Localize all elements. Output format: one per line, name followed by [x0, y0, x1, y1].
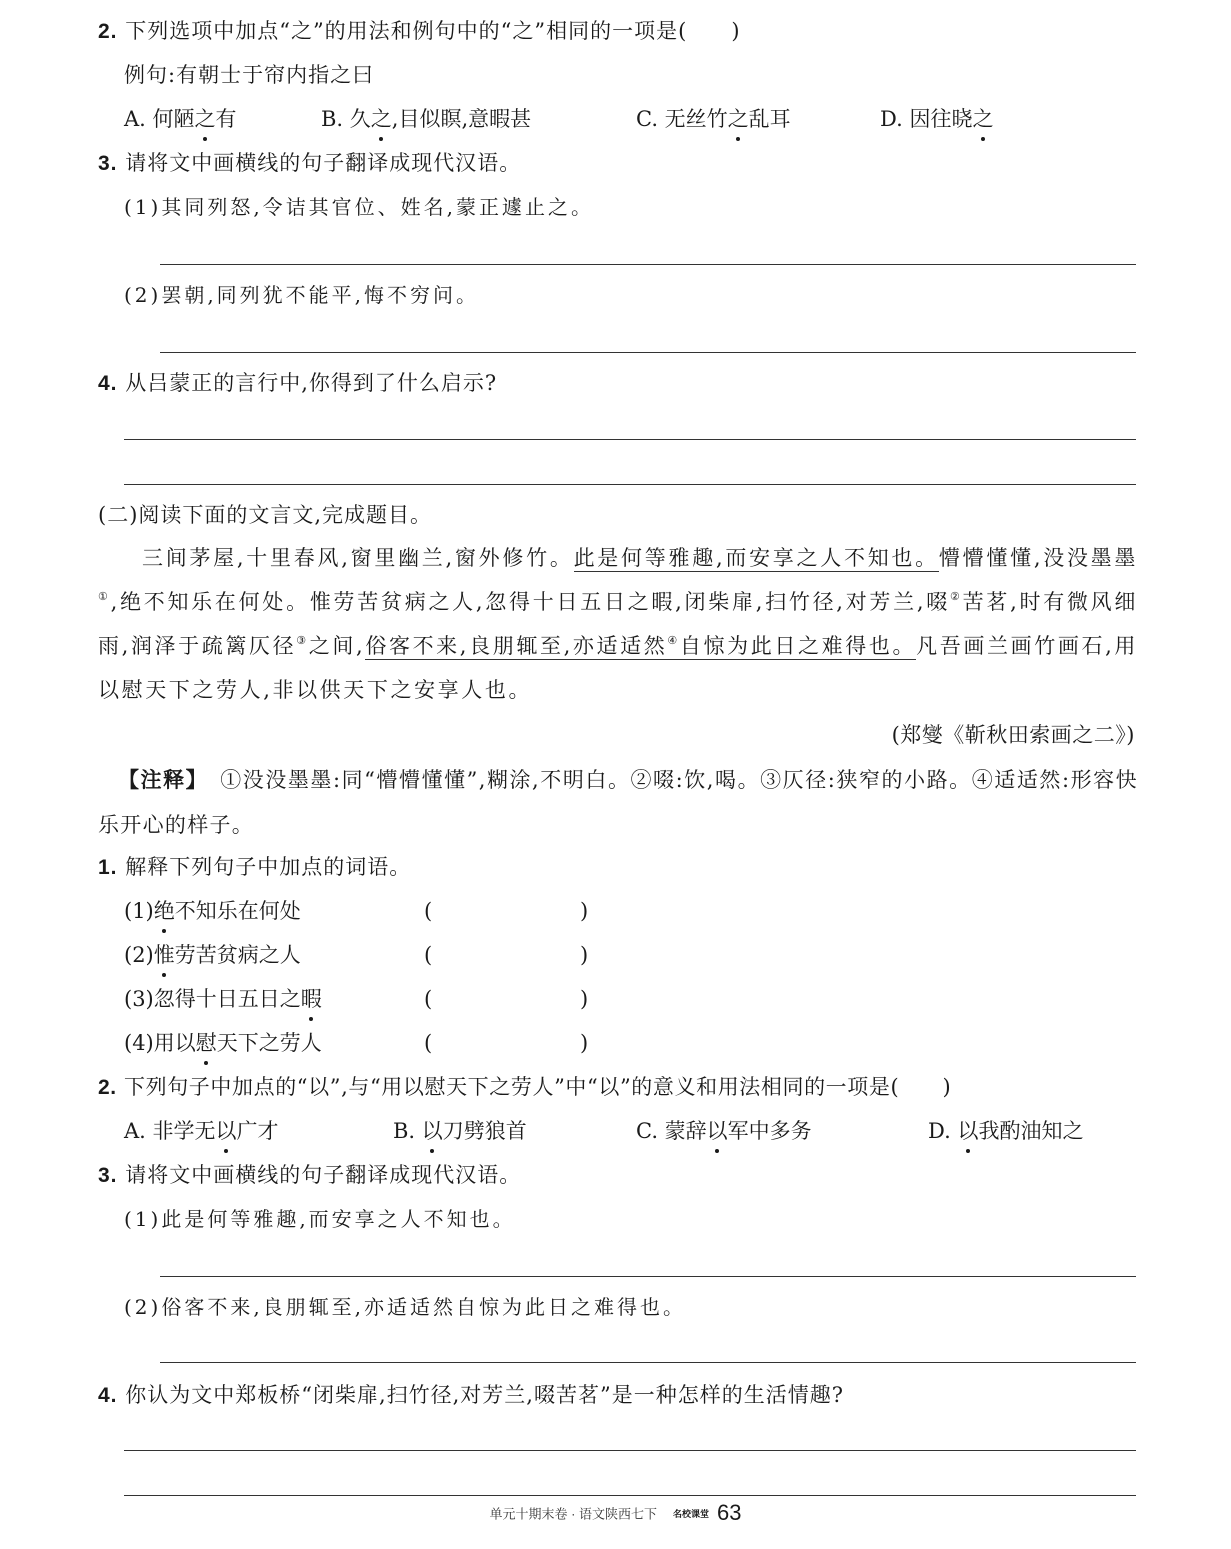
- s1-q3-stem: 3. 请将文中画横线的句子翻译成现代汉语。: [98, 151, 522, 175]
- underlined-sentence-1: 此是何等雅趣,而安享之人不知也。: [573, 546, 939, 570]
- answer-paren-close: ): [580, 987, 589, 1011]
- answer-line[interactable]: [160, 264, 1136, 265]
- emphasis-dot: 惟: [154, 940, 175, 970]
- s2-q1-item-3: (3)忽得十日五日之暇: [124, 984, 322, 1014]
- emphasis-dot: 以: [422, 1116, 443, 1146]
- answer-line[interactable]: [160, 1362, 1136, 1363]
- answer-line[interactable]: [160, 352, 1136, 353]
- s2-q1-item-4: (4)用以慰天下之劳人: [124, 1028, 322, 1058]
- answer-paren-close: ): [580, 943, 589, 967]
- s2-q1-item-1: (1)绝不知乐在何处: [124, 896, 301, 926]
- emphasis-dot: 之: [371, 104, 392, 134]
- s2-heading: (二)阅读下面的文言文,完成题目。: [98, 503, 433, 527]
- s1-q2-option-c: C. 无丝竹之乱耳: [636, 104, 791, 134]
- s1-q2-stem: 2. 下列选项中加点“之”的用法和例句中的“之”相同的一项是( ): [98, 19, 741, 43]
- s2-q2-stem: 2. 下列句子中加点的“以”,与“用以慰天下之劳人”中“以”的意义和用法相同的一项是( ): [98, 1075, 952, 1099]
- s2-q1-stem: 1. 解释下列句子中加点的词语。: [98, 855, 412, 879]
- s2-passage: 三间茅屋,十里春风,窗里幽兰,窗外修竹。此是何等雅趣,而安享之人不知也。懵懵懂懂,没没墨墨①,绝不知乐在何处。惟劳苦贫病之人,忽得十日五日之暇,闭柴扉,扫竹径,对芳兰,啜②苦茗,时有微风细雨,润泽于疏篱仄径③之间,俗客不来,良朋辄至,亦适适然④自惊为此日之难得也。凡吾画兰画竹画石,用以慰天下之劳人,非以供天下之安享人也。: [98, 546, 1139, 702]
- s2-q3-stem: 3. 请将文中画横线的句子翻译成现代汉语。: [98, 1163, 522, 1187]
- s2-q4-stem: 4. 你认为文中郑板桥“闭柴扉,扫竹径,对芳兰,啜苦茗”是一种怎样的生活情趣?: [98, 1383, 844, 1407]
- answer-line[interactable]: [124, 1450, 1136, 1451]
- s1-q3-sentence-2: (2)罢朝,同列犹不能平,悔不穷问。: [124, 283, 480, 307]
- s2-q2-option-c: C. 蒙辞以军中多务: [636, 1116, 812, 1146]
- emphasis-dot: 之: [728, 104, 749, 134]
- s1-q4-stem: 4. 从吕蒙正的言行中,你得到了什么启示?: [98, 371, 498, 395]
- emphasis-dot: 暇: [301, 984, 322, 1014]
- emphasis-dot: 以: [216, 1116, 237, 1146]
- answer-paren-close: ): [580, 899, 589, 923]
- notes-label: 【注释】: [118, 769, 209, 792]
- answer-line[interactable]: [124, 1495, 1136, 1496]
- answer-paren-open[interactable]: (: [424, 899, 433, 923]
- page-footer: [0, 1500, 1231, 1526]
- s2-q1-item-2: (2)惟劳苦贫病之人: [124, 940, 301, 970]
- page-number: 63: [717, 1500, 742, 1525]
- s1-q2-example: 例句:有朝士于帘内指之曰: [124, 63, 375, 87]
- s2-q2-option-b: B. 以刀劈狼首: [393, 1116, 527, 1146]
- s1-q2-option-b: B. 久之,目似瞑,意暇甚: [321, 104, 531, 134]
- footer-title: 单元十期末卷 · 语文陕西七下: [489, 1506, 658, 1522]
- passage-source: (郑燮《靳秋田索画之二》): [891, 723, 1135, 747]
- answer-paren-open[interactable]: (: [424, 943, 433, 967]
- s2-q2-option-d: D. 以我酌油知之: [928, 1116, 1083, 1146]
- answer-line[interactable]: [124, 439, 1136, 440]
- emphasis-dot: 绝: [154, 896, 175, 926]
- emphasis-dot: 以: [707, 1116, 728, 1146]
- answer-paren-open[interactable]: (: [424, 1031, 433, 1055]
- answer-line[interactable]: [124, 484, 1136, 485]
- emphasis-dot: 慰: [196, 1028, 217, 1058]
- answer-paren-open[interactable]: (: [424, 987, 433, 1011]
- answer-line[interactable]: [160, 1276, 1136, 1277]
- brand-logo: 名校课堂: [673, 1508, 710, 1519]
- s1-q2-option-a: A. 何陋之有: [124, 104, 237, 134]
- s1-q2-option-d: D. 因往晓之: [880, 104, 993, 134]
- answer-paren-close: ): [580, 1031, 589, 1055]
- s2-notes: 【注释】 ①没没墨墨:同“懵懵懂懂”,糊涂,不明白。②啜:饮,喝。③仄径:狭窄的小路。④适适然:形容快乐开心的样子。: [98, 768, 1138, 837]
- s2-q2-option-a: A. 非学无以广才: [124, 1116, 279, 1146]
- underlined-sentence-2: 俗客不来,良朋辄至,亦适适然④自惊为此日之难得也。: [365, 634, 917, 658]
- emphasis-dot: 之: [972, 104, 993, 134]
- emphasis-dot: 之: [195, 104, 216, 134]
- emphasis-dot: 以: [957, 1116, 978, 1146]
- s1-q3-sentence-1: (1)其同列怒,令诘其官位、姓名,蒙正遽止之。: [124, 195, 595, 219]
- s2-q3-sentence-2: (2)俗客不来,良朋辄至,亦适适然自惊为此日之难得也。: [124, 1295, 687, 1319]
- s2-q3-sentence-1: (1)此是何等雅趣,而安享之人不知也。: [124, 1207, 516, 1231]
